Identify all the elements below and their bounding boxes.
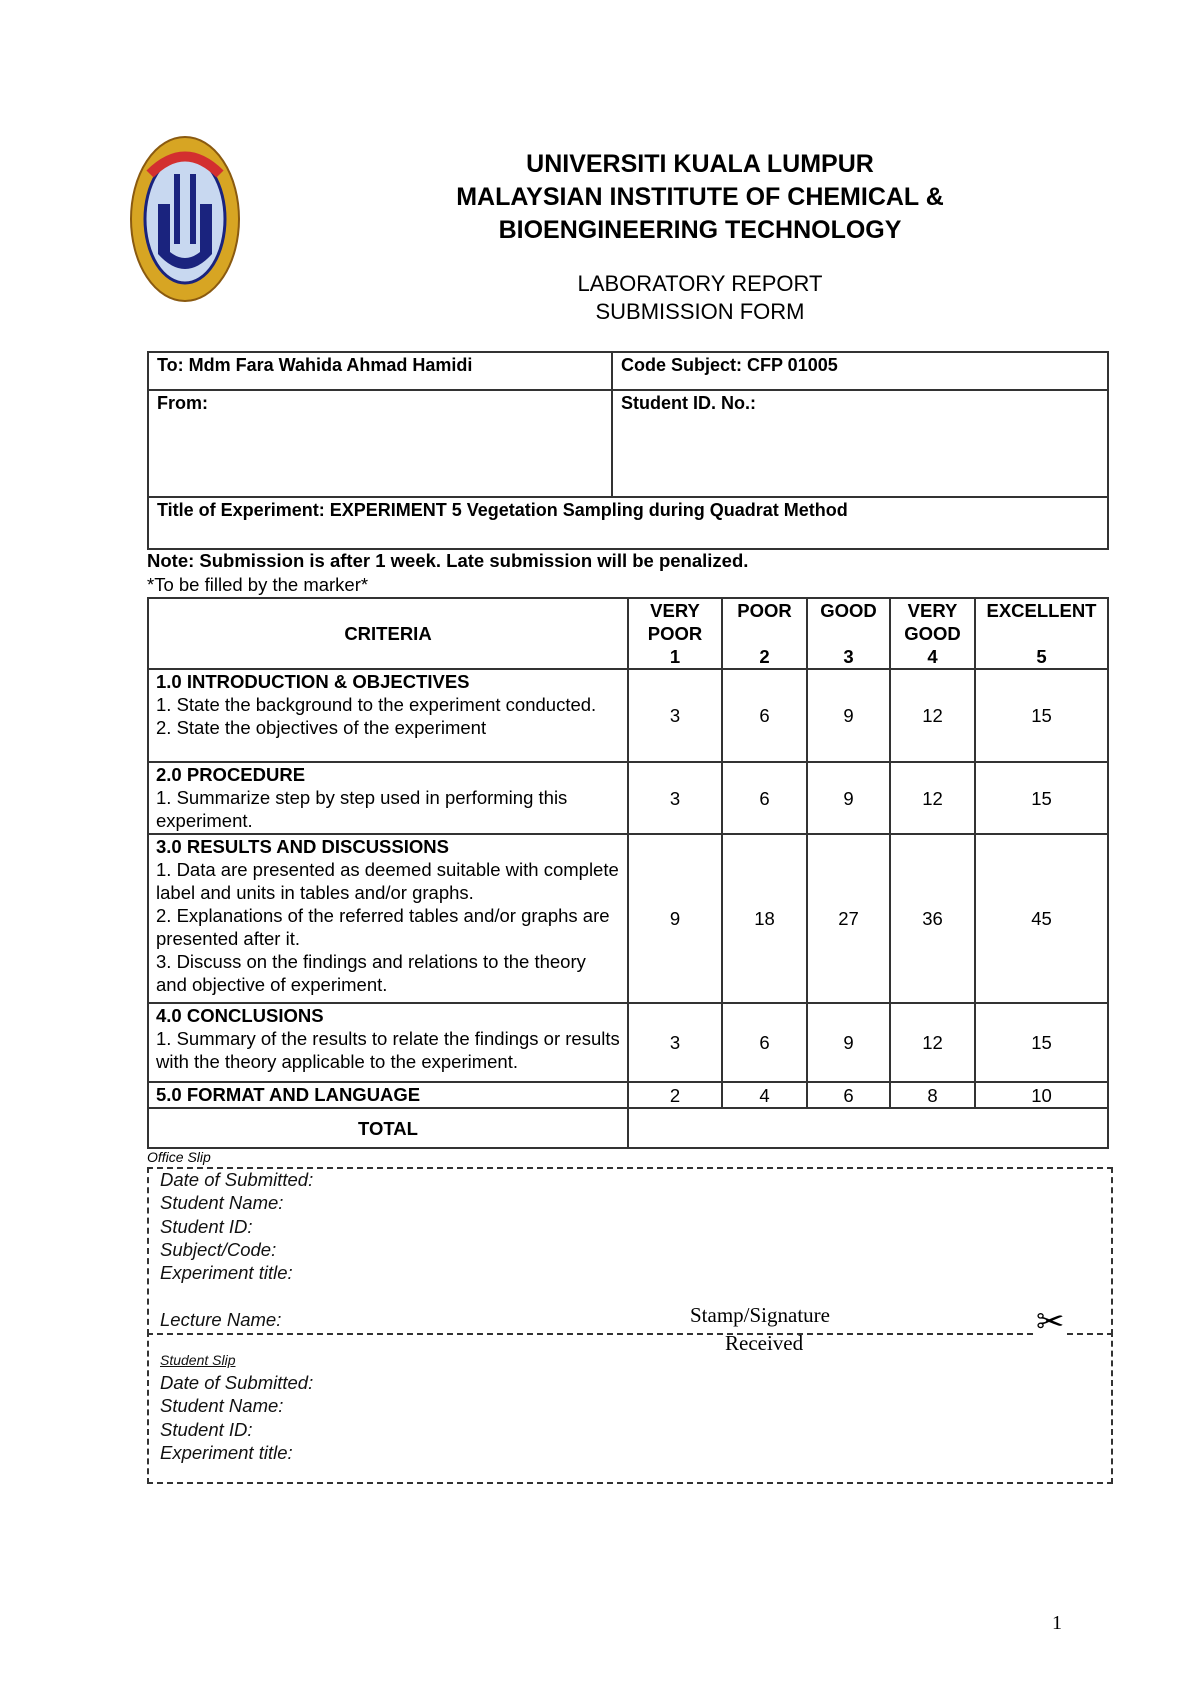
score-cell[interactable]: 6 bbox=[807, 1082, 890, 1108]
score-cell[interactable]: 15 bbox=[975, 669, 1108, 762]
criteria-cell bbox=[148, 762, 628, 834]
total-value[interactable] bbox=[628, 1108, 1108, 1148]
score-cell[interactable]: 15 bbox=[975, 1003, 1108, 1082]
very-poor-header: VERY POOR 1 bbox=[628, 598, 722, 669]
scissors-icon: ✂ bbox=[1036, 1303, 1065, 1341]
criteria-title: 4.0 CONCLUSIONS bbox=[156, 1005, 324, 1026]
score-cell[interactable]: 45 bbox=[975, 834, 1108, 1003]
score-cell[interactable]: 3 bbox=[628, 762, 722, 834]
score-cell[interactable]: 6 bbox=[722, 762, 807, 834]
rubric-row bbox=[148, 669, 1108, 762]
student-slip-field: Student Name: bbox=[160, 1395, 284, 1417]
student-id-field[interactable]: Student ID. No.: bbox=[612, 390, 1108, 497]
office-slip-label: Office Slip bbox=[147, 1149, 211, 1165]
score-cell[interactable]: 18 bbox=[722, 834, 807, 1003]
office-slip-field: Subject/Code: bbox=[160, 1238, 277, 1260]
score-cell[interactable]: 9 bbox=[807, 762, 890, 834]
score-cell[interactable]: 27 bbox=[807, 834, 890, 1003]
stamp-signature-label: Stamp/Signature bbox=[690, 1303, 830, 1327]
student-slip-field: Experiment title: bbox=[160, 1441, 293, 1463]
criteria-line: 3. Discuss on the findings and relations to the theory and objective of experiment. bbox=[156, 951, 586, 995]
code-subject-field: Code Subject: CFP 01005 bbox=[612, 352, 1108, 390]
score-cell[interactable]: 12 bbox=[890, 762, 975, 834]
score-cell[interactable]: 2 bbox=[628, 1082, 722, 1108]
criteria-line: 1. State the background to the experiment conducted. bbox=[156, 694, 597, 715]
rubric-row bbox=[148, 1003, 1108, 1082]
score-cell[interactable]: 9 bbox=[807, 1003, 890, 1082]
form-title: LABORATORY REPORT bbox=[577, 271, 823, 296]
score-cell[interactable]: 6 bbox=[722, 1003, 807, 1082]
info-table bbox=[147, 351, 1109, 550]
submission-note: Note: Submission is after 1 week. Late submission will be penalized. bbox=[147, 550, 749, 571]
student-slip-field: Student ID: bbox=[160, 1418, 253, 1440]
criteria-header: CRITERIA bbox=[148, 598, 628, 669]
criteria-line: 2. State the objectives of the experiment bbox=[156, 717, 487, 738]
office-slip-field: Student ID: bbox=[160, 1215, 253, 1237]
score-cell[interactable]: 36 bbox=[890, 834, 975, 1003]
criteria-title: 5.0 FORMAT AND LANGUAGE bbox=[156, 1084, 421, 1105]
score-cell[interactable]: 8 bbox=[890, 1082, 975, 1108]
score-cell[interactable]: 6 bbox=[722, 669, 807, 762]
score-cell[interactable]: 4 bbox=[722, 1082, 807, 1108]
criteria-cell bbox=[148, 834, 628, 1003]
institute-name-2: BIOENGINEERING TECHNOLOGY bbox=[498, 216, 902, 244]
office-slip-box bbox=[147, 1167, 1113, 1335]
criteria-line: 1. Summarize step by step used in performing this experiment. bbox=[156, 787, 568, 831]
criteria-line: 2. Explanations of the referred tables and/or graphs are presented after it. bbox=[156, 905, 610, 949]
score-cell[interactable]: 12 bbox=[890, 669, 975, 762]
very-good-header: VERY GOOD 4 bbox=[890, 598, 975, 669]
marker-note: *To be filled by the marker* bbox=[147, 574, 369, 595]
criteria-cell bbox=[148, 1082, 628, 1108]
institute-name: MALAYSIAN INSTITUTE OF CHEMICAL & bbox=[456, 183, 944, 211]
office-slip-field: Date of Submitted: bbox=[160, 1169, 314, 1190]
criteria-cell bbox=[148, 1003, 628, 1082]
university-logo bbox=[128, 134, 242, 304]
criteria-title: 3.0 RESULTS AND DISCUSSIONS bbox=[156, 836, 449, 857]
office-slip-field: Student Name: bbox=[160, 1192, 284, 1214]
criteria-line: 1. Data are presented as deemed suitable with complete label and units in tables and/or graphs. bbox=[156, 859, 619, 903]
poor-header: POOR 2 bbox=[722, 598, 807, 669]
experiment-title: Title of Experiment: EXPERIMENT 5 Vegetation Sampling during Quadrat Method bbox=[148, 497, 1108, 549]
score-cell[interactable]: 9 bbox=[628, 834, 722, 1003]
student-slip-field: Date of Submitted: bbox=[160, 1372, 314, 1393]
office-slip-field: Experiment title: bbox=[160, 1262, 293, 1284]
score-cell[interactable]: 10 bbox=[975, 1082, 1108, 1108]
score-cell[interactable]: 9 bbox=[807, 669, 890, 762]
lecture-name-field: Lecture Name: bbox=[160, 1309, 282, 1330]
rubric-row bbox=[148, 1082, 1108, 1108]
form-subtitle: SUBMISSION FORM bbox=[595, 299, 805, 324]
criteria-line: 1. Summary of the results to relate the findings or results with the theory applicable to the experiment. bbox=[156, 1028, 620, 1072]
from-field[interactable]: From: bbox=[148, 390, 612, 497]
student-slip-label: Student Slip bbox=[160, 1352, 236, 1368]
score-cell[interactable]: 3 bbox=[628, 1003, 722, 1082]
total-label: TOTAL bbox=[148, 1108, 628, 1148]
score-cell[interactable]: 15 bbox=[975, 762, 1108, 834]
excellent-header: EXCELLENT 5 bbox=[975, 598, 1108, 669]
rubric-row bbox=[148, 762, 1108, 834]
received-label: Received bbox=[725, 1331, 804, 1355]
to-field: To: Mdm Fara Wahida Ahmad Hamidi bbox=[148, 352, 612, 390]
university-name: UNIVERSITI KUALA LUMPUR bbox=[526, 150, 874, 178]
score-cell[interactable]: 12 bbox=[890, 1003, 975, 1082]
good-header: GOOD 3 bbox=[807, 598, 890, 669]
criteria-cell bbox=[148, 669, 628, 762]
rubric-table bbox=[147, 597, 1109, 1149]
page-number: 1 bbox=[1052, 1612, 1062, 1634]
score-cell[interactable]: 3 bbox=[628, 669, 722, 762]
criteria-title: 2.0 PROCEDURE bbox=[156, 764, 306, 785]
criteria-title: 1.0 INTRODUCTION & OBJECTIVES bbox=[156, 671, 470, 692]
rubric-row bbox=[148, 834, 1108, 1003]
